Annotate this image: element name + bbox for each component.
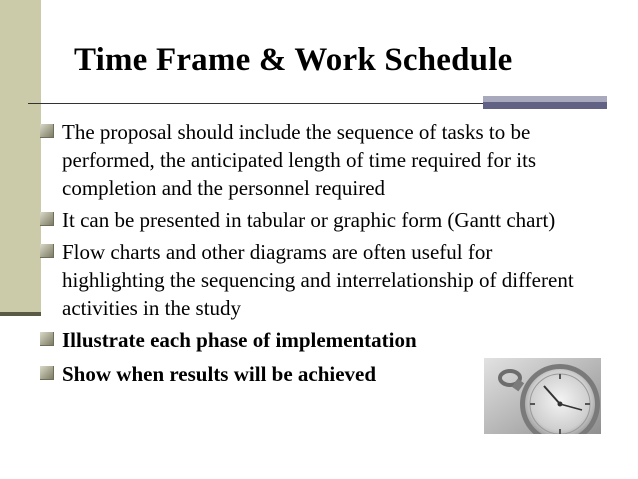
bullet-square-icon: [40, 124, 54, 138]
bullet-item-bold: [40, 326, 600, 354]
bullet-item: [40, 238, 600, 322]
bullet-text: Flow charts and other diagrams are often useful for highlighting the sequencing and interrelationship of different activities in the study: [62, 240, 574, 320]
slide-title: Time Frame & Work Schedule: [74, 42, 513, 78]
bullet-text: It can be presented in tabular or graphic form (Gantt chart): [62, 208, 556, 232]
stopwatch-photo: [484, 358, 601, 434]
bullet-square-icon: [40, 212, 54, 226]
bullet-text: Show when results will be achieved: [62, 362, 377, 386]
bullet-square-icon: [40, 332, 54, 346]
bullet-text: The proposal should include the sequence of tasks to be performed, the anticipated length of time required for its completion and the personnel required: [62, 120, 537, 200]
bullet-square-icon: [40, 366, 54, 380]
bullet-item: [40, 118, 600, 202]
bullet-list: [40, 118, 600, 394]
left-accent-band: [0, 0, 41, 312]
stopwatch-icon: [484, 358, 601, 434]
bullet-square-icon: [40, 244, 54, 258]
bullet-item: [40, 206, 600, 234]
title-divider-line: [28, 103, 486, 104]
left-accent-tick: [0, 312, 41, 316]
bullet-text: Illustrate each phase of implementation: [62, 328, 417, 352]
title-divider-accent-dark: [483, 102, 607, 109]
